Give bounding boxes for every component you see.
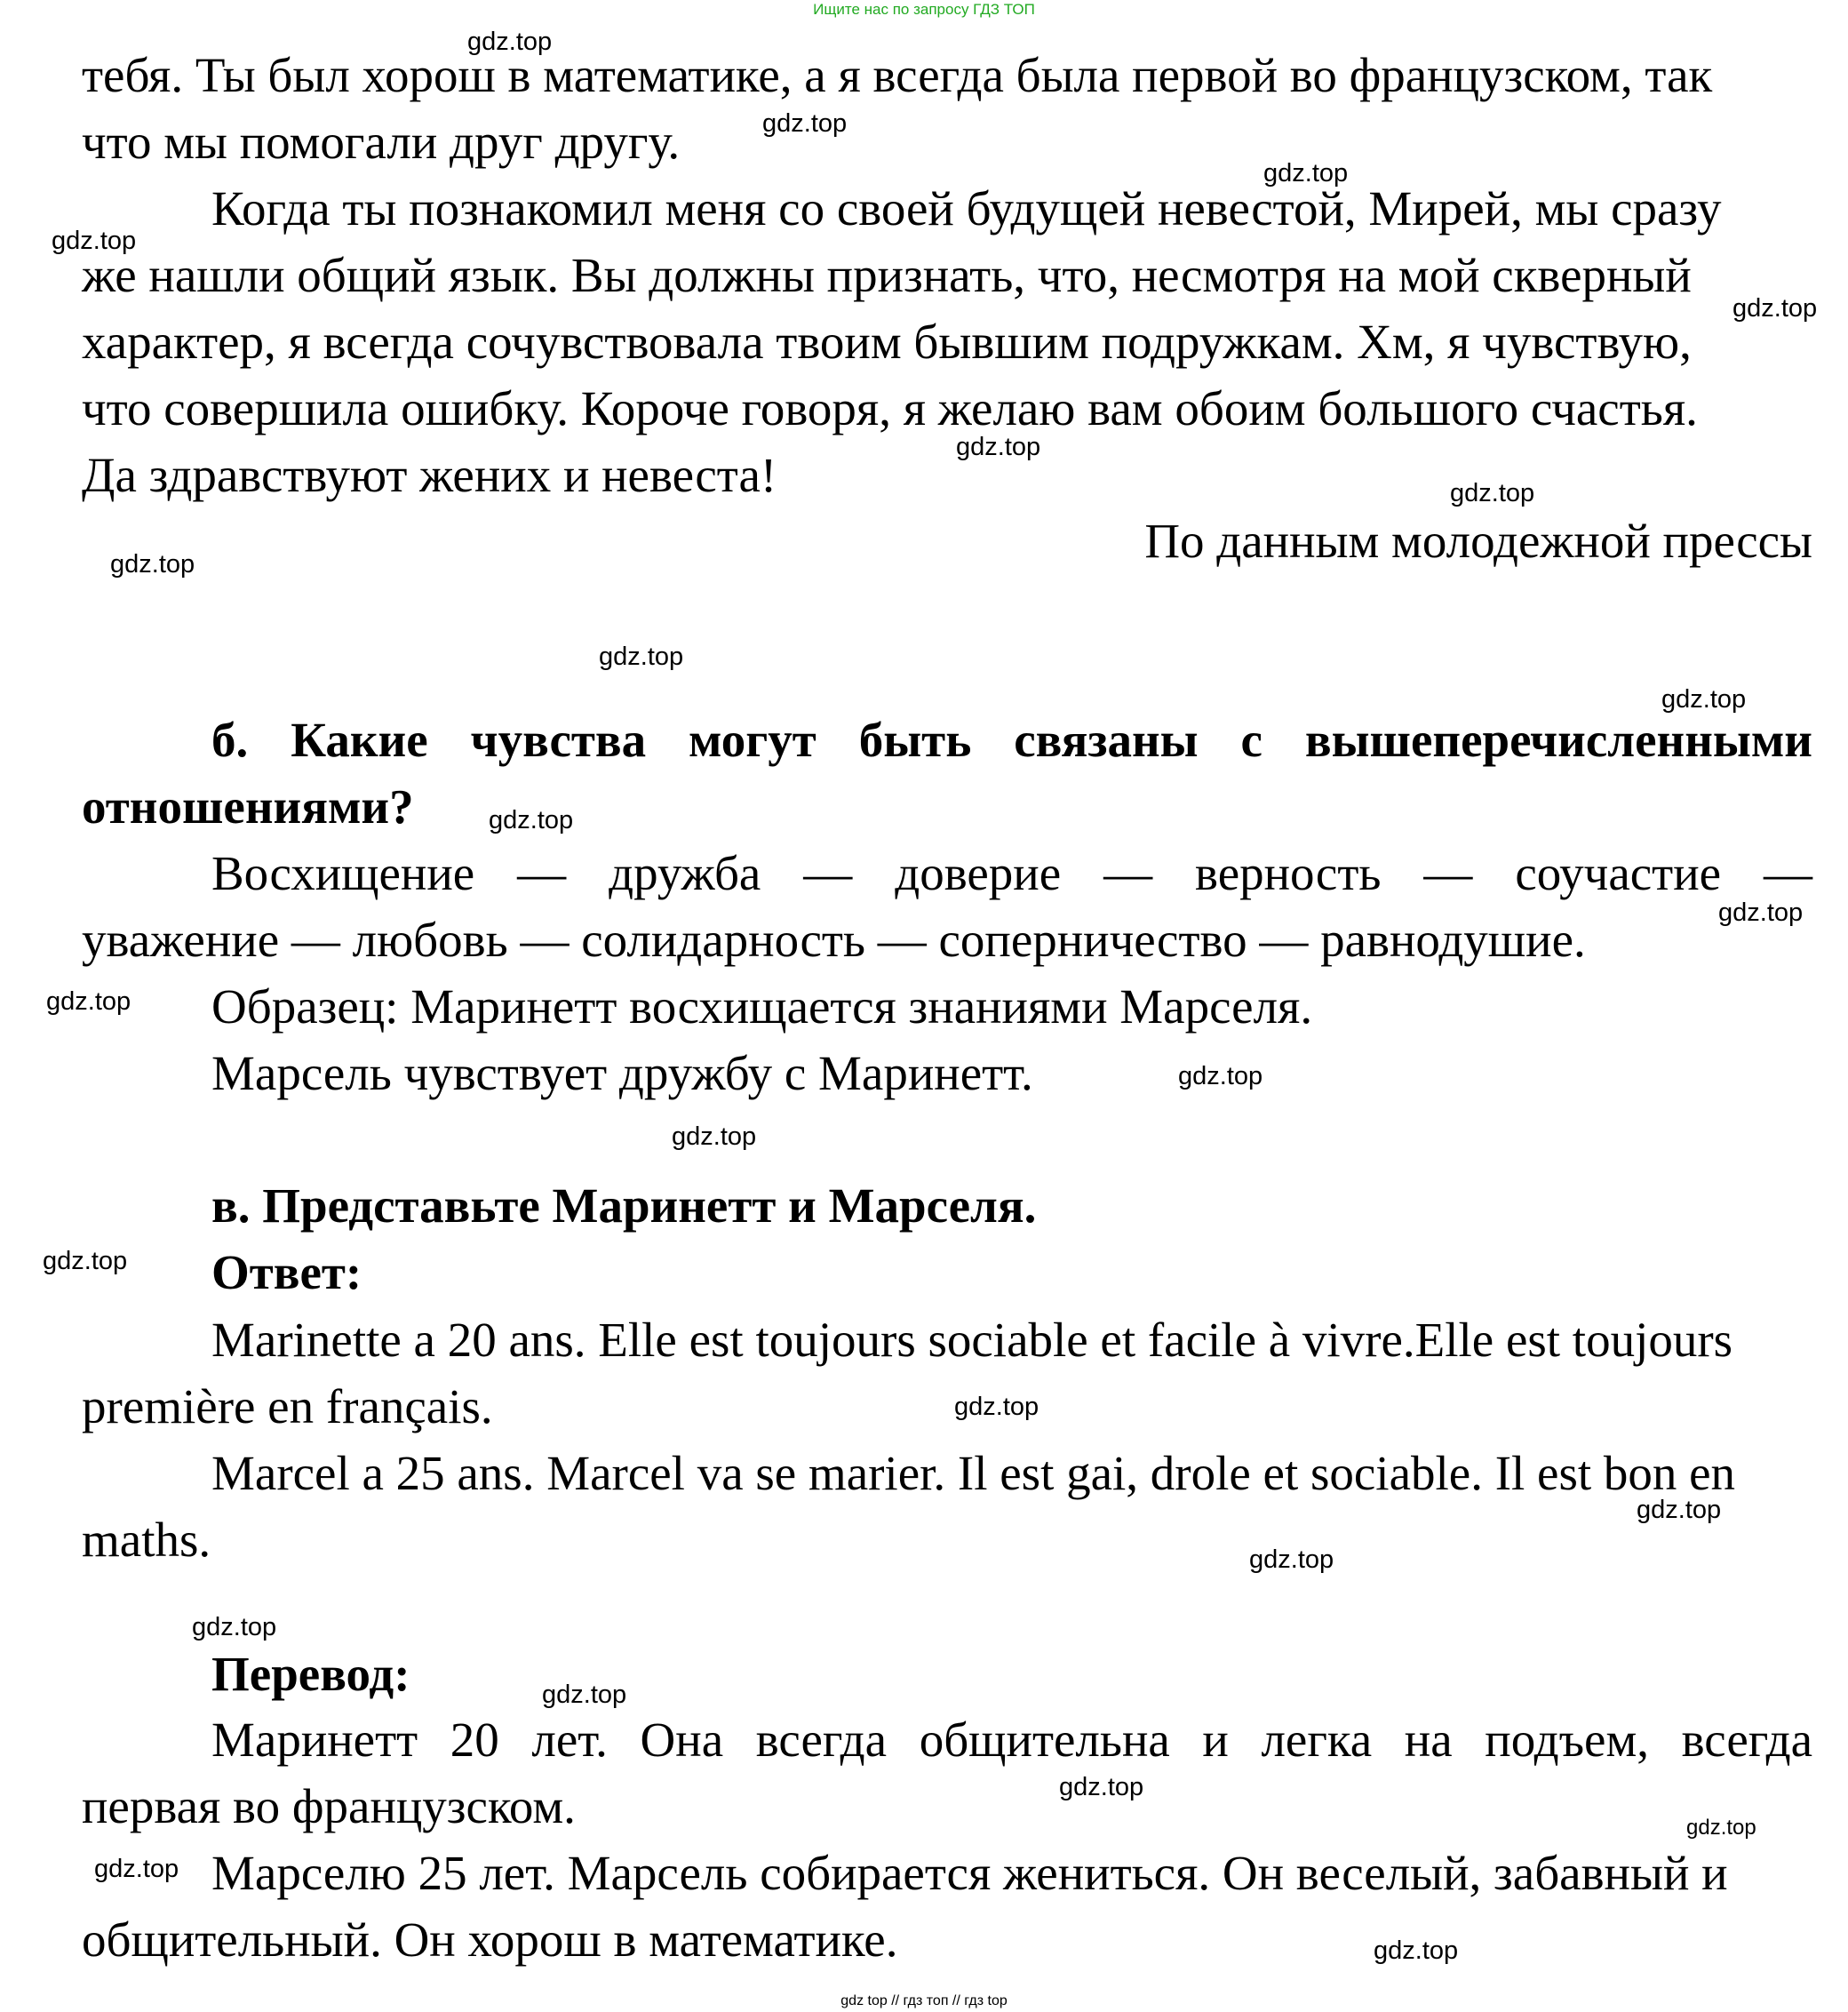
text-line: что совершила ошибку. Короче говоря, я желаю вам обоим большого счастья.	[82, 381, 1698, 435]
feelings-list: Восхищение — дружба — доверие — верность — соучастие —	[211, 846, 1812, 900]
footer-links[interactable]: gdz top // гдз топ // гдз top	[840, 1993, 1008, 2008]
watermark: gdz.top	[1263, 159, 1349, 188]
watermark: gdz.top	[954, 1393, 1040, 1421]
watermark: gdz.top	[46, 987, 131, 1016]
translation-line: первая во французском.	[82, 1779, 576, 1833]
translation-line: Марселю 25 лет. Марсель собирается жениться. Он веселый, забавный и	[211, 1846, 1728, 1900]
french-line: maths.	[82, 1513, 211, 1567]
text-line: же нашли общий язык. Вы должны признать, что, несмотря на мой скверный	[82, 248, 1692, 302]
top-banner[interactable]: Ищите нас по запросу ГДЗ ТОП	[813, 1, 1035, 18]
feelings-list-cont: уважение — любовь — солидарность — соперничество — равнодушие.	[82, 913, 1586, 967]
question-b-cont: отношениями?	[82, 779, 414, 834]
watermark: gdz.top	[110, 550, 195, 579]
question-v: в. Представьте Маринетт и Марселя.	[211, 1178, 1037, 1233]
watermark: gdz.top	[1450, 479, 1535, 507]
watermark: gdz.top	[43, 1247, 128, 1275]
watermark: gdz.top	[94, 1855, 179, 1883]
watermark: gdz.top	[1374, 1936, 1459, 1965]
sample-line: Образец: Маринетт восхищается знаниями Марселя.	[211, 979, 1313, 1034]
text-line: что мы помогали друг другу.	[82, 115, 681, 169]
watermark: gdz.top	[1686, 1816, 1756, 1840]
watermark: gdz.top	[672, 1122, 757, 1151]
question-b: б. Какие чувства могут быть связаны с вышеперечисленными	[211, 713, 1812, 767]
text-line: Когда ты познакомил меня со своей будущей невестой, Мирей, мы сразу	[211, 181, 1722, 236]
text-line: характер, я всегда сочувствовала твоим бывшим подружкам. Хм, я чувствую,	[82, 315, 1692, 369]
watermark: gdz.top	[467, 28, 553, 56]
watermark: gdz.top	[1732, 294, 1818, 323]
french-line: Marinette a 20 ans. Elle est toujours sociable et facile à vivre.Elle est toujours	[211, 1313, 1733, 1367]
watermark: gdz.top	[52, 227, 137, 255]
watermark: gdz.top	[599, 643, 684, 671]
french-line: première en français.	[82, 1379, 493, 1433]
translation-line: Маринетт 20 лет. Она всегда общительна и легка на подъем, всегда	[211, 1713, 1812, 1767]
sample-line: Марсель чувствует дружбу с Маринетт.	[211, 1046, 1033, 1100]
watermark: gdz.top	[542, 1681, 627, 1709]
french-line: Marcel a 25 ans. Marcel va se marier. Il est gai, drole et sociable. Il est bon en	[211, 1446, 1736, 1500]
translation-line: общительный. Он хорош в математике.	[82, 1912, 898, 1967]
watermark: gdz.top	[1059, 1773, 1144, 1801]
watermark: gdz.top	[762, 109, 848, 138]
watermark: gdz.top	[192, 1613, 277, 1641]
watermark: gdz.top	[1661, 685, 1747, 714]
text-line: тебя. Ты был хорош в математике, а я всегда была первой во французском, так	[82, 48, 1713, 102]
translation-label: Перевод:	[211, 1647, 410, 1701]
source-attribution: По данным молодежной прессы	[1144, 514, 1812, 568]
watermark: gdz.top	[1178, 1062, 1263, 1090]
text-line: Да здравствуют жених и невеста!	[82, 448, 777, 502]
watermark: gdz.top	[1249, 1545, 1334, 1574]
watermark: gdz.top	[956, 433, 1041, 461]
answer-label: Ответ:	[211, 1245, 362, 1299]
watermark: gdz.top	[1637, 1496, 1722, 1524]
watermark: gdz.top	[489, 806, 574, 834]
watermark: gdz.top	[1718, 898, 1804, 927]
